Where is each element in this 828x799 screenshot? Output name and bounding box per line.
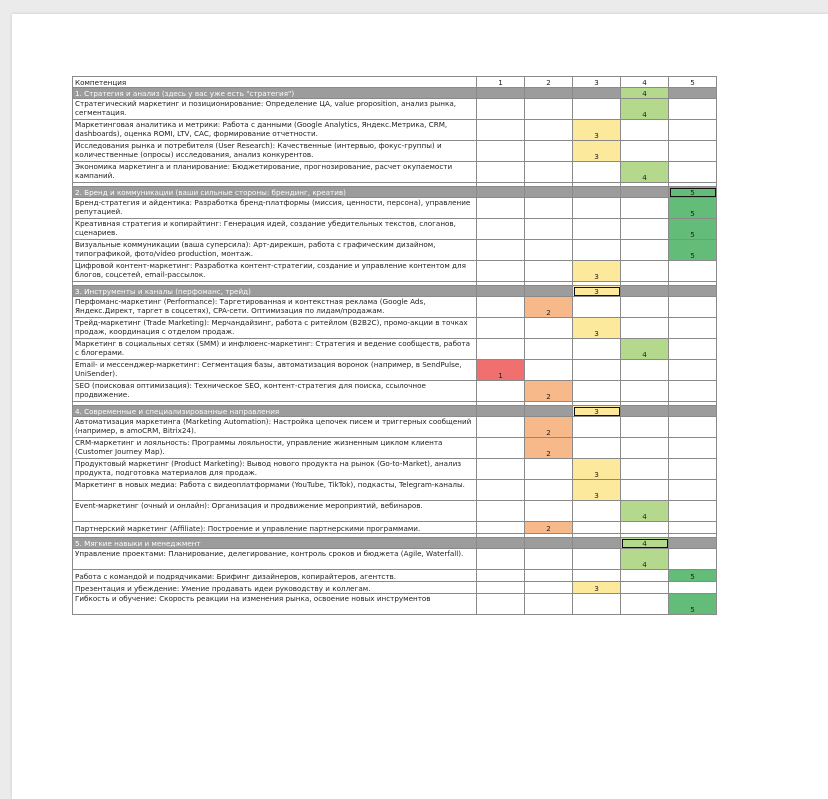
header-competency[interactable]: Компетенция	[73, 77, 477, 88]
empty-score-cell[interactable]	[477, 99, 525, 120]
competency-table-body	[73, 77, 717, 615]
empty-score-cell[interactable]	[621, 198, 669, 219]
empty-score-cell[interactable]	[573, 240, 621, 261]
empty-score-cell[interactable]	[621, 297, 669, 318]
empty-score-cell[interactable]	[477, 480, 525, 501]
section-score-cell[interactable]: 4	[621, 538, 669, 549]
score-cell[interactable]: 5	[669, 198, 717, 219]
empty-score-cell[interactable]	[477, 459, 525, 480]
competency-row	[73, 522, 717, 534]
score-cell[interactable]: 5	[669, 570, 717, 582]
empty-score-cell[interactable]	[477, 120, 525, 141]
empty-score-cell[interactable]	[525, 162, 573, 183]
section-score-cell[interactable]: 5	[669, 187, 717, 198]
empty-score-cell[interactable]	[621, 417, 669, 438]
score-cell[interactable]: 2	[525, 438, 573, 459]
section-empty-cell[interactable]	[621, 286, 669, 297]
score-cell[interactable]: 3	[573, 459, 621, 480]
header-level-1[interactable]: 1	[477, 77, 525, 88]
empty-score-cell[interactable]	[525, 459, 573, 480]
empty-score-cell[interactable]	[525, 360, 573, 381]
section-empty-cell[interactable]	[669, 286, 717, 297]
section-empty-cell[interactable]	[477, 187, 525, 198]
section-score-cell[interactable]: 3	[573, 406, 621, 417]
empty-score-cell[interactable]	[525, 198, 573, 219]
competency-text[interactable]: SEO (поисковая оптимизация): Техническое SEO, контент-стратегия для поиска, ссылочное продвижение.	[73, 381, 477, 402]
section-row	[73, 538, 717, 549]
empty-score-cell[interactable]	[621, 120, 669, 141]
empty-score-cell[interactable]	[573, 339, 621, 360]
score-cell[interactable]: 5	[669, 594, 717, 615]
section-row	[73, 286, 717, 297]
empty-score-cell[interactable]	[477, 339, 525, 360]
empty-score-cell[interactable]	[621, 141, 669, 162]
empty-score-cell[interactable]	[477, 219, 525, 240]
score-cell[interactable]: 4	[621, 99, 669, 120]
empty-score-cell[interactable]	[669, 522, 717, 534]
empty-score-cell[interactable]	[621, 594, 669, 615]
section-empty-cell[interactable]	[621, 187, 669, 198]
competency-row	[73, 120, 717, 141]
competency-row	[73, 162, 717, 183]
competency-row	[73, 339, 717, 360]
competency-row	[73, 582, 717, 594]
empty-score-cell[interactable]	[525, 141, 573, 162]
empty-score-cell[interactable]	[573, 297, 621, 318]
competency-text[interactable]: Визуальные коммуникации (ваша суперсила): Арт-дирекшн, работа с графическим дизайном, типографикой, фото/video production, монтаж.	[73, 240, 477, 261]
empty-score-cell[interactable]	[525, 240, 573, 261]
score-cell[interactable]: 2	[525, 417, 573, 438]
empty-score-cell[interactable]	[669, 381, 717, 402]
empty-score-cell[interactable]	[669, 339, 717, 360]
section-empty-cell[interactable]	[477, 88, 525, 99]
empty-score-cell[interactable]	[669, 549, 717, 570]
empty-score-cell[interactable]	[477, 141, 525, 162]
empty-score-cell[interactable]	[477, 438, 525, 459]
competency-text[interactable]: Гибкость и обучение: Скорость реакции на изменения рынка, освоение новых инструментов	[73, 594, 477, 615]
empty-score-cell[interactable]	[573, 594, 621, 615]
section-empty-cell[interactable]	[573, 88, 621, 99]
empty-score-cell[interactable]	[477, 240, 525, 261]
empty-score-cell[interactable]	[525, 261, 573, 282]
empty-score-cell[interactable]	[525, 594, 573, 615]
score-cell[interactable]: 4	[621, 162, 669, 183]
competency-text[interactable]: Маркетинг в новых медиа: Работа с видеоплатформами (YouTube, TikTok), подкасты, Telegram-каналы.	[73, 480, 477, 501]
empty-score-cell[interactable]	[525, 120, 573, 141]
empty-score-cell[interactable]	[573, 417, 621, 438]
empty-score-cell[interactable]	[477, 162, 525, 183]
competency-row	[73, 141, 717, 162]
empty-score-cell[interactable]	[525, 570, 573, 582]
empty-score-cell[interactable]	[477, 570, 525, 582]
competency-text[interactable]: Работа с командой и подрядчиками: Брифинг дизайнеров, копирайтеров, агентств.	[73, 570, 477, 582]
empty-score-cell[interactable]	[669, 501, 717, 522]
empty-score-cell[interactable]	[669, 99, 717, 120]
section-title[interactable]: 2. Бренд и коммуникации (ваши сильные стороны: брендинг, креатив)	[73, 187, 477, 198]
empty-score-cell[interactable]	[573, 501, 621, 522]
empty-score-cell[interactable]	[669, 582, 717, 594]
header-level-3[interactable]: 3	[573, 77, 621, 88]
competency-row	[73, 501, 717, 522]
empty-score-cell[interactable]	[669, 318, 717, 339]
competency-text[interactable]: CRM-маркетинг и лояльность: Программы лояльности, управление жизненным циклом клиента (Customer Journey Map).	[73, 438, 477, 459]
competency-row	[73, 360, 717, 381]
section-title[interactable]: 1. Стратегия и анализ (здесь у вас уже есть "стратегия")	[73, 88, 477, 99]
competency-text[interactable]: Event-маркетинг (очный и онлайн): Организация и продвижение мероприятий, вебинаров.	[73, 501, 477, 522]
section-empty-cell[interactable]	[525, 88, 573, 99]
header-row	[73, 77, 717, 88]
empty-score-cell[interactable]	[477, 297, 525, 318]
competency-row	[73, 219, 717, 240]
empty-score-cell[interactable]	[669, 297, 717, 318]
competency-text[interactable]: Трейд-маркетинг (Trade Marketing): Мерчандайзинг, работа с ритейлом (B2B2C), промо-акции в точках продаж, координация с отделом продаж.	[73, 318, 477, 339]
section-empty-cell[interactable]	[573, 187, 621, 198]
section-empty-cell[interactable]	[477, 286, 525, 297]
empty-score-cell[interactable]	[477, 594, 525, 615]
score-cell[interactable]: 3	[573, 582, 621, 594]
empty-score-cell[interactable]	[573, 549, 621, 570]
score-cell[interactable]: 3	[573, 318, 621, 339]
empty-score-cell[interactable]	[477, 417, 525, 438]
competency-text[interactable]: Управление проектами: Планирование, делегирование, контроль сроков и бюджета (Agile, Waterfall).	[73, 549, 477, 570]
section-empty-cell[interactable]	[669, 538, 717, 549]
competency-text[interactable]: Маркетинг в социальных сетях (SMM) и инфлюенс-маркетинг: Стратегия и ведение сообществ, работа с блогерами.	[73, 339, 477, 360]
empty-score-cell[interactable]	[621, 522, 669, 534]
empty-score-cell[interactable]	[477, 549, 525, 570]
competency-row	[73, 198, 717, 219]
competency-row	[73, 417, 717, 438]
empty-score-cell[interactable]	[573, 198, 621, 219]
empty-score-cell[interactable]	[669, 261, 717, 282]
empty-score-cell[interactable]	[477, 198, 525, 219]
section-empty-cell[interactable]	[525, 538, 573, 549]
empty-score-cell[interactable]	[573, 570, 621, 582]
header-level-2[interactable]: 2	[525, 77, 573, 88]
section-empty-cell[interactable]	[669, 88, 717, 99]
section-empty-cell[interactable]	[525, 286, 573, 297]
competency-text[interactable]: Перфомaнс-маркетинг (Performance): Таргетированная и контекстная реклама (Google Ads, Яндекс.Директ, таргет в соцсетях), CPA-сети. Оптимизация по лидам/продажам.	[73, 297, 477, 318]
score-cell[interactable]: 4	[621, 549, 669, 570]
section-empty-cell[interactable]	[669, 406, 717, 417]
empty-score-cell[interactable]	[573, 381, 621, 402]
empty-score-cell[interactable]	[621, 318, 669, 339]
empty-score-cell[interactable]	[573, 99, 621, 120]
empty-score-cell[interactable]	[669, 480, 717, 501]
competency-row	[73, 549, 717, 570]
competency-row	[73, 594, 717, 615]
score-cell[interactable]: 4	[621, 339, 669, 360]
empty-score-cell[interactable]	[573, 438, 621, 459]
empty-score-cell[interactable]	[621, 261, 669, 282]
empty-score-cell[interactable]	[669, 141, 717, 162]
empty-score-cell[interactable]	[477, 318, 525, 339]
empty-score-cell[interactable]	[669, 360, 717, 381]
section-title[interactable]: 3. Инструменты и каналы (перфоманс, трейд)	[73, 286, 477, 297]
empty-score-cell[interactable]	[573, 360, 621, 381]
empty-score-cell[interactable]	[621, 570, 669, 582]
competency-row	[73, 261, 717, 282]
competency-row	[73, 297, 717, 318]
score-cell[interactable]: 5	[669, 240, 717, 261]
competency-text[interactable]: Email- и мессенджер-маркетинг: Сегментация базы, автоматизация воронок (например, в SendPulse, UniSender).	[73, 360, 477, 381]
competency-text[interactable]: Исследования рынка и потребителя (User Research): Качественные (интервью, фокус-группы) и количественные (опросы) исследования, анализ конкурентов.	[73, 141, 477, 162]
section-title[interactable]: 4. Современные и специализированные направления	[73, 406, 477, 417]
section-empty-cell[interactable]	[573, 538, 621, 549]
section-row	[73, 88, 717, 99]
section-empty-cell[interactable]	[477, 538, 525, 549]
competency-text[interactable]: Маркетинговая аналитика и метрики: Работа с данными (Google Analytics, Яндекс.Метрика, CRM, dashboards), оценка ROMI, LTV, CAC, формирование отчетности.	[73, 120, 477, 141]
competency-row	[73, 480, 717, 501]
empty-score-cell[interactable]	[621, 381, 669, 402]
competency-row	[73, 570, 717, 582]
empty-score-cell[interactable]	[525, 219, 573, 240]
empty-score-cell[interactable]	[621, 438, 669, 459]
competency-text[interactable]: Партнерский маркетинг (Affiliate): Построение и управление партнерскими программами.	[73, 522, 477, 534]
spreadsheet-page	[12, 14, 828, 799]
empty-score-cell[interactable]	[621, 480, 669, 501]
score-cell[interactable]: 3	[573, 141, 621, 162]
empty-score-cell[interactable]	[621, 219, 669, 240]
score-cell[interactable]: 4	[621, 501, 669, 522]
empty-score-cell[interactable]	[621, 582, 669, 594]
empty-score-cell[interactable]	[477, 582, 525, 594]
empty-score-cell[interactable]	[621, 459, 669, 480]
score-cell[interactable]: 2	[525, 522, 573, 534]
section-score-cell[interactable]: 4	[621, 88, 669, 99]
competency-row	[73, 99, 717, 120]
header-level-4[interactable]: 4	[621, 77, 669, 88]
empty-score-cell[interactable]	[621, 360, 669, 381]
empty-score-cell[interactable]	[477, 261, 525, 282]
competency-text[interactable]: Стратегический маркетинг и позиционирование: Определение ЦА, value proposition, анализ рынка, сегментация.	[73, 99, 477, 120]
empty-score-cell[interactable]	[573, 162, 621, 183]
empty-score-cell[interactable]	[669, 162, 717, 183]
score-cell[interactable]: 1	[477, 360, 525, 381]
section-score-cell[interactable]: 3	[573, 286, 621, 297]
competency-table	[72, 76, 717, 615]
header-level-5[interactable]: 5	[669, 77, 717, 88]
score-cell[interactable]: 3	[573, 120, 621, 141]
empty-score-cell[interactable]	[573, 522, 621, 534]
section-empty-cell[interactable]	[525, 187, 573, 198]
empty-score-cell[interactable]	[525, 339, 573, 360]
empty-score-cell[interactable]	[573, 219, 621, 240]
score-cell[interactable]: 2	[525, 297, 573, 318]
competency-text[interactable]: Продуктовый маркетинг (Product Marketing): Вывод нового продукта на рынок (Go-to-Market), анализ продукта, подготовка материалов для продаж.	[73, 459, 477, 480]
competency-text[interactable]: Цифровой контент-маркетинг: Разработка контент-стратегии, создание и управление контентом для блогов, соцсетей, email-рассылок.	[73, 261, 477, 282]
competency-text[interactable]: Экономика маркетинга и планирование: Бюджетирование, прогнозирование, расчет окупаемости кампаний.	[73, 162, 477, 183]
competency-text[interactable]: Бренд-стратегия и айдентика: Разработка бренд-платформы (миссия, ценности, персона), управление репутацией.	[73, 198, 477, 219]
empty-score-cell[interactable]	[669, 459, 717, 480]
competency-text[interactable]: Креативная стратегия и копирайтинг: Генерация идей, создание убедительных текстов, слоганов, сценариев.	[73, 219, 477, 240]
competency-row	[73, 459, 717, 480]
section-row	[73, 187, 717, 198]
competency-text[interactable]: Презентация и убеждение: Умение продавать идеи руководству и коллегам.	[73, 582, 477, 594]
empty-score-cell[interactable]	[525, 480, 573, 501]
empty-score-cell[interactable]	[525, 99, 573, 120]
empty-score-cell[interactable]	[525, 582, 573, 594]
empty-score-cell[interactable]	[525, 501, 573, 522]
competency-row	[73, 240, 717, 261]
empty-score-cell[interactable]	[525, 549, 573, 570]
section-row	[73, 406, 717, 417]
score-cell[interactable]: 2	[525, 381, 573, 402]
empty-score-cell[interactable]	[525, 318, 573, 339]
score-cell[interactable]: 5	[669, 219, 717, 240]
competency-row	[73, 381, 717, 402]
score-cell[interactable]: 3	[573, 480, 621, 501]
empty-score-cell[interactable]	[621, 240, 669, 261]
empty-score-cell[interactable]	[477, 522, 525, 534]
section-empty-cell[interactable]	[525, 406, 573, 417]
competency-row	[73, 438, 717, 459]
empty-score-cell[interactable]	[477, 381, 525, 402]
section-empty-cell[interactable]	[477, 406, 525, 417]
empty-score-cell[interactable]	[669, 120, 717, 141]
section-title[interactable]: 5. Мягкие навыки и менеджмент	[73, 538, 477, 549]
empty-score-cell[interactable]	[669, 438, 717, 459]
competency-row	[73, 318, 717, 339]
section-empty-cell[interactable]	[621, 406, 669, 417]
score-cell[interactable]: 3	[573, 261, 621, 282]
competency-text[interactable]: Автоматизация маркетинга (Marketing Automation): Настройка цепочек писем и триггерных сообщений (например, в amoCRM, Bitrix24).	[73, 417, 477, 438]
empty-score-cell[interactable]	[669, 417, 717, 438]
empty-score-cell[interactable]	[477, 501, 525, 522]
